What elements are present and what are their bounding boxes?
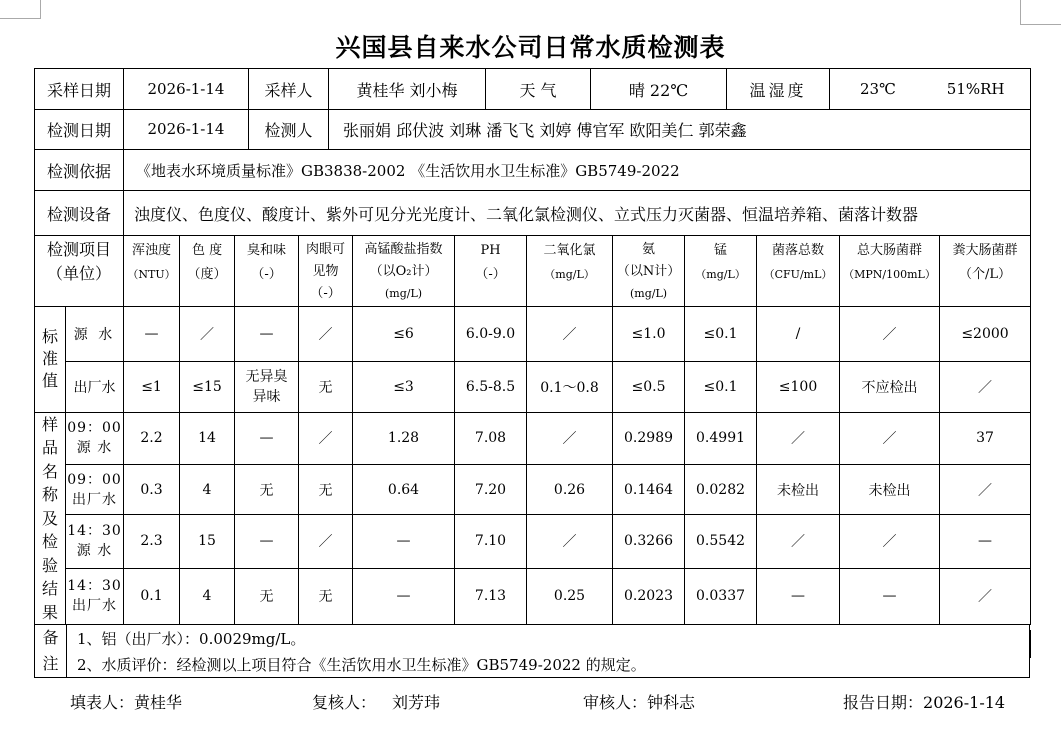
temp-humidity-value xyxy=(830,69,1031,110)
sample-value: 14 xyxy=(180,412,235,464)
note-line-1: 1、铝（出厂水）：0.0029mg/L。 xyxy=(77,630,306,648)
samples-label: 样 品 名 称 及 检 验 结 果 xyxy=(41,414,58,622)
humidity-value: 51%RH xyxy=(946,80,1005,98)
param-unit: （-） xyxy=(475,267,506,282)
sampler-label: 采样人 xyxy=(249,69,329,110)
standard-label-cell xyxy=(35,306,66,412)
sample-name-cell xyxy=(66,464,124,514)
standard-type-label: 出厂水 xyxy=(66,361,124,412)
standard-value: 无 xyxy=(299,361,353,412)
notes-label: 备 注 xyxy=(35,625,67,677)
sample-row xyxy=(35,412,1031,464)
param-header xyxy=(840,236,940,306)
filler-name: 黄桂华 xyxy=(134,693,183,712)
param-unit: （NTU） xyxy=(127,268,176,281)
param-unit: （以O₂计） xyxy=(369,264,438,279)
results-table xyxy=(34,236,1031,625)
param-name-2: 见物 xyxy=(312,264,339,279)
sample-time: 09：00 xyxy=(67,420,122,437)
param-unit: （-） xyxy=(310,286,341,301)
page-corner-mark xyxy=(1020,0,1061,25)
sample-value: 15 xyxy=(180,515,235,568)
sample-value: — xyxy=(353,568,455,624)
standard-value: ≤1 xyxy=(124,361,180,412)
sample-name-cell xyxy=(66,515,124,568)
report-date-value: 2026-1-14 xyxy=(923,693,1006,712)
sample-value: 1.28 xyxy=(353,412,455,464)
sample-value: ／ xyxy=(299,515,353,568)
unit-label: （单位） xyxy=(47,264,112,283)
sample-value: 无 xyxy=(299,568,353,624)
item-unit-header xyxy=(35,236,124,306)
param-unit: （个/L） xyxy=(959,267,1012,282)
param-header xyxy=(124,236,180,306)
sample-value: 未检出 xyxy=(840,464,940,514)
reviewer-label: 复核人： xyxy=(312,693,377,712)
sample-value: 0.64 xyxy=(353,464,455,514)
param-name: 粪大肠菌群 xyxy=(952,243,1018,258)
param-header xyxy=(527,236,613,306)
sample-date-label: 采样日期 xyxy=(35,69,124,110)
reviewer-signature xyxy=(312,690,440,713)
param-header xyxy=(940,236,1031,306)
sample-value: ／ xyxy=(840,412,940,464)
sample-row xyxy=(35,515,1031,568)
param-unit-2: (mg/L) xyxy=(629,287,668,300)
temperature-value: 23℃ xyxy=(860,80,896,98)
standard-value: ／ xyxy=(527,306,613,361)
standard-value: 0.1～0.8 xyxy=(527,361,613,412)
param-header xyxy=(685,236,757,306)
sample-value: 0.4991 xyxy=(685,412,757,464)
param-unit: （mg/L） xyxy=(695,268,746,281)
sample-name-cell xyxy=(66,568,124,624)
sample-value: 0.2023 xyxy=(613,568,685,624)
sample-value: 未检出 xyxy=(757,464,840,514)
sample-value: 7.08 xyxy=(455,412,527,464)
sample-value: 无 xyxy=(299,464,353,514)
testers-value: 张丽娟 邱伏波 刘琳 潘飞飞 刘婷 傅官军 欧阳美仁 郭荣鑫 xyxy=(329,109,1031,150)
sample-time: 14：30 xyxy=(67,578,122,595)
param-header xyxy=(613,236,685,306)
header-row-testing xyxy=(34,109,1031,150)
filler-label: 填表人： xyxy=(70,693,135,712)
sample-value: ／ xyxy=(940,464,1031,514)
param-header xyxy=(299,236,353,306)
param-name: 臭和味 xyxy=(247,243,287,258)
sample-value: 0.25 xyxy=(527,568,613,624)
sample-type: 出厂水 xyxy=(72,598,117,615)
samples-label-cell xyxy=(35,412,66,625)
sample-time: 14：30 xyxy=(67,523,122,540)
param-header xyxy=(455,236,527,306)
param-name: 氨 xyxy=(642,242,656,257)
sample-value: ／ xyxy=(757,412,840,464)
param-name: PH xyxy=(480,243,501,258)
document-title: 兴国县自来水公司日常水质检测表 xyxy=(335,33,726,62)
sample-value: ／ xyxy=(840,515,940,568)
sample-row xyxy=(35,568,1031,624)
sample-value: 0.1 xyxy=(124,568,180,624)
standard-label: 标 准 值 xyxy=(41,327,58,390)
sample-value: 0.1464 xyxy=(613,464,685,514)
auditor-signature xyxy=(583,690,695,713)
sample-value: — xyxy=(757,568,840,624)
weather-label: 天 气 xyxy=(486,69,591,110)
standard-value: ≤6 xyxy=(353,306,455,361)
sample-value: 0.3266 xyxy=(613,515,685,568)
sample-value: 7.10 xyxy=(455,515,527,568)
sample-name-cell xyxy=(66,412,124,464)
sample-value: ／ xyxy=(527,515,613,568)
standard-value: — xyxy=(235,306,299,361)
standard-value: ／ xyxy=(840,306,940,361)
note-line-2: 2、水质评价：经检测以上项目符合《生活饮用水卫生标准》GB5749-2022 的规定。 xyxy=(77,656,646,674)
standard-value: — xyxy=(124,306,180,361)
param-unit: （CFU/mL） xyxy=(763,268,833,281)
param-name: 色 度 xyxy=(191,243,223,258)
sample-value: 0.26 xyxy=(527,464,613,514)
header-row-equipment xyxy=(34,191,1031,236)
temp-humidity-label: 温湿度 xyxy=(727,69,830,110)
basis-label: 检测依据 xyxy=(35,150,124,191)
param-header xyxy=(757,236,840,306)
sample-value: 7.20 xyxy=(455,464,527,514)
sample-date-value: 2026-1-14 xyxy=(124,69,249,110)
sample-value: 7.13 xyxy=(455,568,527,624)
standard-row-outlet xyxy=(35,361,1031,412)
test-date-value: 2026-1-14 xyxy=(124,109,249,150)
param-unit: （度） xyxy=(187,267,227,282)
standard-type-label: 源 水 xyxy=(66,306,124,361)
auditor-name: 钟科志 xyxy=(647,693,696,712)
sample-time: 09：00 xyxy=(67,471,122,488)
standard-value: 6.5-8.5 xyxy=(455,361,527,412)
sample-value: 0.5542 xyxy=(685,515,757,568)
sample-value: 0.3 xyxy=(124,464,180,514)
reviewer-name: 刘芳玮 xyxy=(392,693,441,712)
sample-value: ／ xyxy=(299,412,353,464)
param-name: 肉眼可 xyxy=(306,242,346,257)
sample-value: — xyxy=(235,515,299,568)
text-cursor xyxy=(1029,630,1031,658)
standard-value: ≤0.1 xyxy=(685,306,757,361)
sample-value: 2.3 xyxy=(124,515,180,568)
sample-type: 源 水 xyxy=(76,440,113,457)
standard-value: ≤0.1 xyxy=(685,361,757,412)
notes-section xyxy=(34,625,1030,678)
page-corner-mark xyxy=(0,0,41,19)
sample-value: 0.0337 xyxy=(685,568,757,624)
auditor-label: 审核人： xyxy=(583,693,648,712)
sample-value: 4 xyxy=(180,568,235,624)
weather-value: 晴 22℃ xyxy=(591,69,727,110)
basis-value: 《地表水环境质量标准》GB3838-2002 《生活饮用水卫生标准》GB5749-2022 xyxy=(124,150,1031,191)
sample-value: 2.2 xyxy=(124,412,180,464)
param-name: 总大肠菌群 xyxy=(857,243,923,258)
sample-value: 4 xyxy=(180,464,235,514)
param-unit-2: (mg/L) xyxy=(384,287,423,300)
standard-value: ≤3 xyxy=(353,361,455,412)
sample-value: — xyxy=(940,515,1031,568)
param-unit: （以N计） xyxy=(616,264,681,279)
standard-value: 6.0-9.0 xyxy=(455,306,527,361)
test-date-label: 检测日期 xyxy=(35,109,124,150)
sample-value: ／ xyxy=(527,412,613,464)
standard-value: ≤1.0 xyxy=(613,306,685,361)
sample-value: 0.0282 xyxy=(685,464,757,514)
sample-value: 无 xyxy=(235,568,299,624)
param-header xyxy=(353,236,455,306)
standard-value: 无异臭异味 xyxy=(235,361,299,412)
sample-value: ／ xyxy=(757,515,840,568)
standard-value: ／ xyxy=(940,361,1031,412)
param-unit: （-） xyxy=(251,267,282,282)
standard-value: ≤100 xyxy=(757,361,840,412)
sample-value: 无 xyxy=(235,464,299,514)
sample-value: ／ xyxy=(940,568,1031,624)
standard-value: 不应检出 xyxy=(840,361,940,412)
param-unit: （mg/L） xyxy=(544,268,595,281)
report-date xyxy=(843,690,1005,713)
param-unit: （MPN/100mL） xyxy=(843,268,936,281)
standard-row-source xyxy=(35,306,1031,361)
param-name: 菌落总数 xyxy=(772,243,825,258)
standard-value: ≤0.5 xyxy=(613,361,685,412)
report-date-label: 报告日期： xyxy=(843,693,924,712)
item-label: 检测项目 xyxy=(47,240,112,259)
parameter-header-row xyxy=(35,236,1031,306)
param-header xyxy=(235,236,299,306)
sample-type: 出厂水 xyxy=(72,491,117,508)
equipment-label: 检测设备 xyxy=(35,191,124,236)
standard-value: / xyxy=(757,306,840,361)
filler-signature xyxy=(70,690,182,713)
param-name: 二氧化氯 xyxy=(543,243,596,258)
sample-value: 0.2989 xyxy=(613,412,685,464)
sample-row xyxy=(35,464,1031,514)
sampler-value: 黄桂华 刘小梅 xyxy=(329,69,486,110)
param-name: 锰 xyxy=(714,243,728,258)
standard-value: ／ xyxy=(180,306,235,361)
sample-type: 源 水 xyxy=(76,543,113,560)
standard-value: ／ xyxy=(299,306,353,361)
sample-value: — xyxy=(353,515,455,568)
param-name: 高锰酸盐指数 xyxy=(364,242,443,257)
header-row-basis xyxy=(34,150,1031,191)
param-header xyxy=(180,236,235,306)
param-name: 浑浊度 xyxy=(132,243,172,258)
standard-value: ≤15 xyxy=(180,361,235,412)
standard-value: ≤2000 xyxy=(940,306,1031,361)
equipment-value: 浊度仪、色度仪、酸度计、紫外可见分光光度计、二氧化氯检测仪、立式压力灭菌器、恒温培养箱、菌落计数器 xyxy=(124,191,1031,236)
sample-value: 37 xyxy=(940,412,1031,464)
header-row-sampling xyxy=(34,68,1031,110)
sample-value: — xyxy=(235,412,299,464)
sample-value: — xyxy=(840,568,940,624)
tester-label: 检测人 xyxy=(249,109,329,150)
